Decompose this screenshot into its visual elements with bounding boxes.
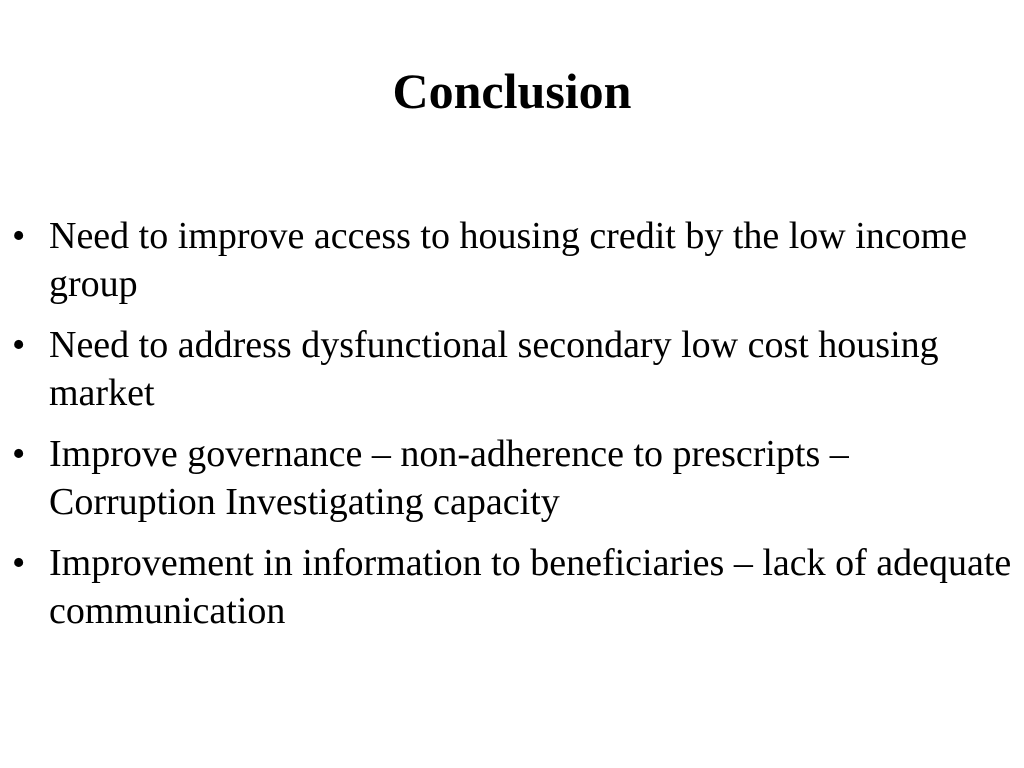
bullet-item-improve-access [12, 212, 1012, 308]
bullet-item-information [12, 539, 1012, 635]
bullet-text: Improvement in information to beneficiaries – lack of adequate communication [49, 542, 1012, 632]
bullet-icon: • [12, 215, 26, 257]
bullet-text: Need to improve access to housing credit by the low income group [49, 215, 968, 305]
bullet-text: Improve governance – non-adherence to prescripts – Corruption Investigating capacity [49, 433, 849, 523]
bullet-icon: • [12, 433, 26, 475]
bullet-item-secondary-market [12, 321, 1012, 417]
bullet-list [12, 212, 1012, 648]
bullet-icon: • [12, 324, 26, 366]
bullet-text: Need to address dysfunctional secondary low cost housing market [49, 324, 939, 414]
bullet-item-governance [12, 430, 1012, 526]
bullet-icon: • [12, 542, 26, 584]
slide-title: Conclusion [392, 63, 632, 119]
